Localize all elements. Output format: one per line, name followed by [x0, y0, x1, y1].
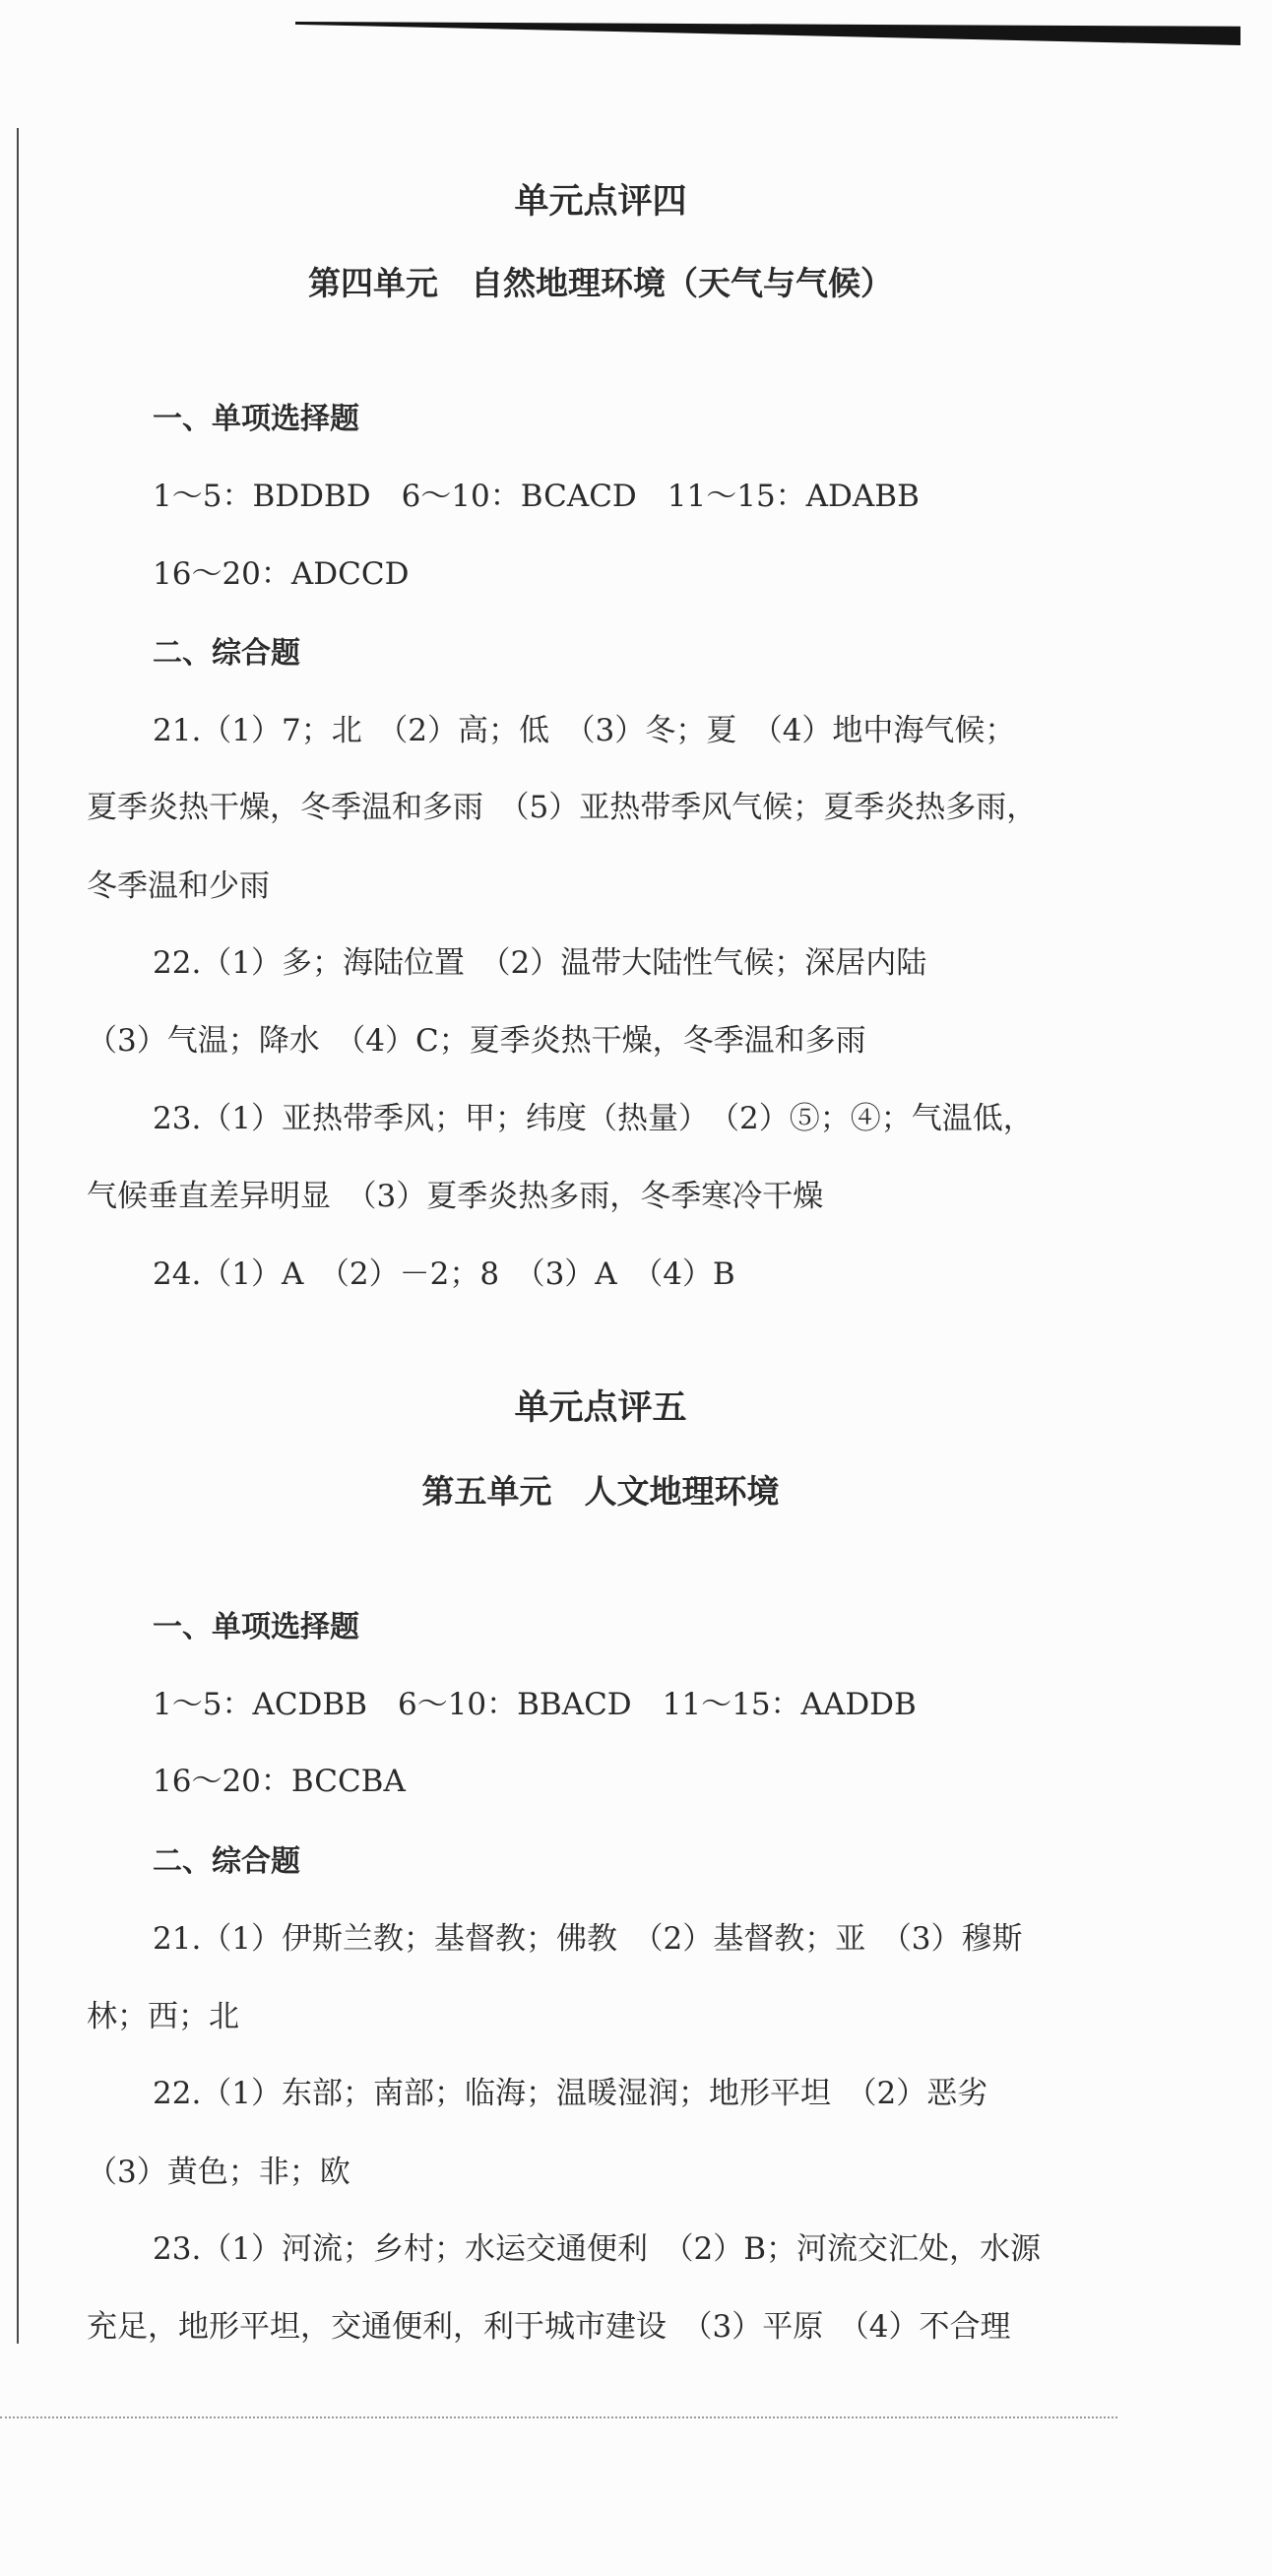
section-4-choice-line-1: 1～5：BDDBD 6～10：BCACD 11～15：ADABB: [153, 479, 920, 514]
section-4-answer-line: 21.（1）7；北 （2）高；低 （3）冬；夏 （4）地中海气候；: [153, 713, 1016, 748]
section-4-answer-line: （3）气温；降水 （4）C；夏季炎热干燥，冬季温和多雨: [87, 1023, 866, 1059]
section-5-answer-line: 21.（1）伊斯兰教；基督教；佛教 （2）基督教；亚 （3）穆斯: [153, 1921, 1023, 1957]
section-4-heading-choice: 一、单项选择题: [153, 402, 359, 436]
section-4-answer-line: 冬季温和少雨: [87, 869, 270, 904]
top-black-bar: [295, 22, 1240, 45]
section-4-subtitle: 第四单元 自然地理环境（天气与气候）: [308, 264, 893, 302]
section-5-heading-comprehensive: 二、综合题: [153, 1844, 300, 1879]
left-margin-rule: [17, 128, 19, 2344]
section-5-answer-line: 充足，地形平坦，交通便利，利于城市建设 （3）平原 （4）不合理: [87, 2309, 1011, 2345]
section-5-subtitle: 第五单元 人文地理环境: [421, 1472, 780, 1511]
section-5-choice-line-2: 16～20：BCCBA: [153, 1764, 406, 1799]
section-4-choice-line-2: 16～20：ADCCD: [153, 556, 410, 592]
section-4-answer-line: 24.（1）A （2）－2；8 （3）A （4）B: [153, 1256, 735, 1292]
section-4-answer-line: 气候垂直差异明显 （3）夏季炎热多雨，冬季寒冷干燥: [87, 1179, 824, 1214]
section-5-answer-line: （3）黄色；非；欧: [87, 2155, 350, 2190]
section-5-heading-choice: 一、单项选择题: [153, 1610, 359, 1644]
section-5-answer-line: 22.（1）东部；南部；临海；温暖湿润；地形平坦 （2）恶劣: [153, 2076, 988, 2111]
section-4-title: 单元点评四: [514, 181, 687, 222]
section-5-title: 单元点评五: [514, 1387, 687, 1428]
bottom-dotted-divider: [0, 2416, 1117, 2418]
section-4-answer-line: 23.（1）亚热带季风；甲；纬度（热量） （2）⑤；④；气温低，: [153, 1101, 1034, 1136]
section-5-answer-line: 林；西；北: [87, 1999, 239, 2034]
section-5-answer-line: 23.（1）河流；乡村；水运交通便利 （2）B；河流交汇处，水源: [153, 2231, 1042, 2267]
section-4-answer-line: 22.（1）多；海陆位置 （2）温带大陆性气候；深居内陆: [153, 945, 927, 981]
section-5-choice-line-1: 1～5：ACDBB 6～10：BBACD 11～15：AADDB: [153, 1687, 917, 1722]
section-4-heading-comprehensive: 二、综合题: [153, 636, 300, 671]
section-4-answer-line: 夏季炎热干燥，冬季温和多雨 （5）亚热带季风气候；夏季炎热多雨，: [87, 790, 1038, 825]
